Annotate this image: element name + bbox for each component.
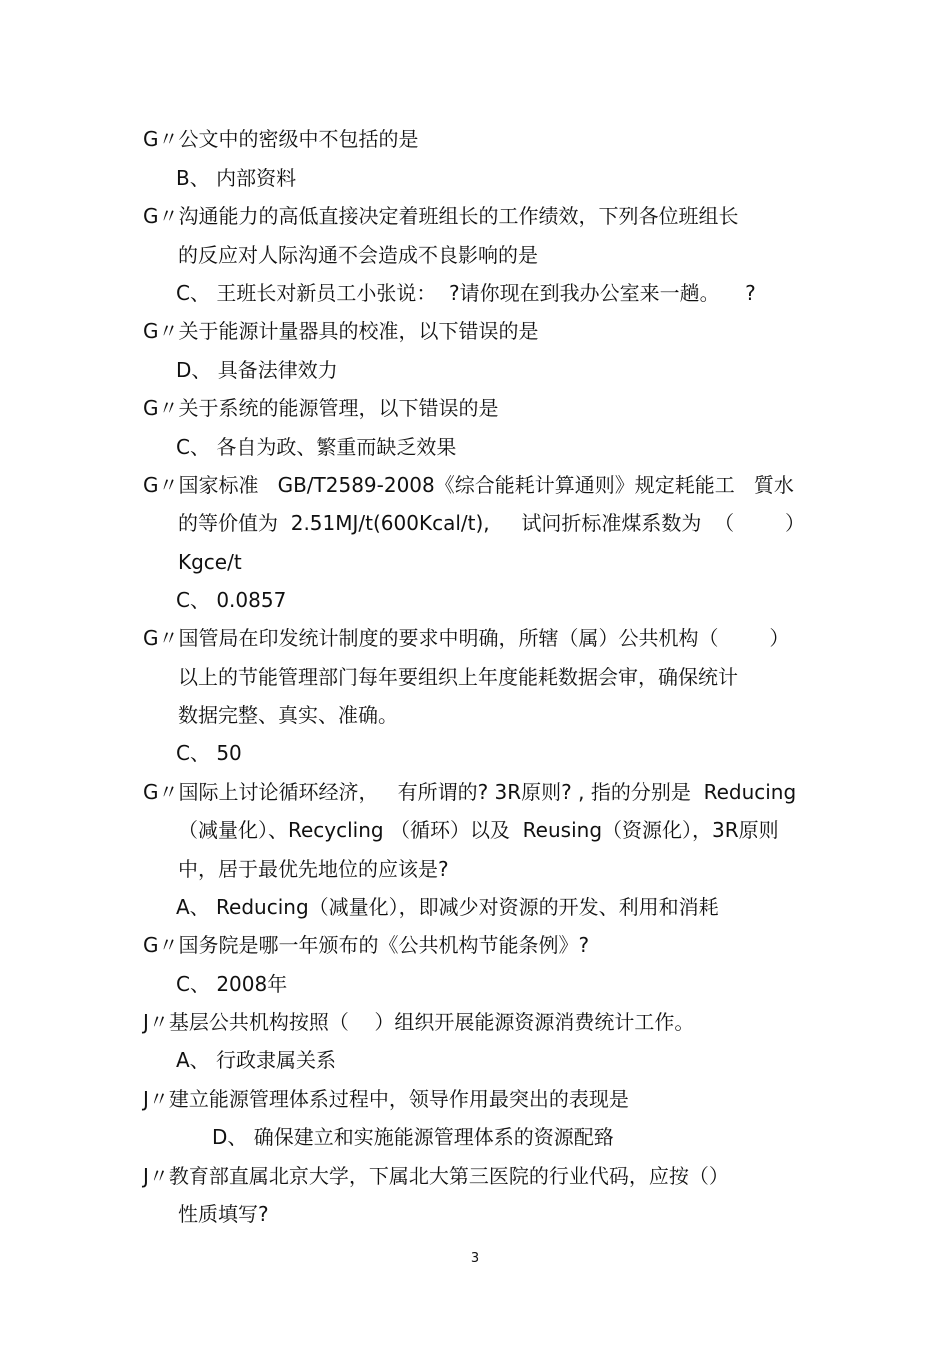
answer-line: A、 行政隶属关系	[176, 1048, 337, 1072]
question-line: G〃国管局在印发统计制度的要求中明确，所辖（属）公共机构（ ）	[143, 626, 790, 650]
answer-line: C、 50	[176, 741, 242, 765]
question-continuation: 的等价值为 2.51MJ/t(600Kcal/t), 试问折标准煤系数为 （ ）	[178, 511, 805, 535]
question-line: G〃国家标准 GB/T2589-2008《综合能耗计算通则》规定耗能工 質水	[143, 473, 794, 497]
question-line: G〃关于能源计量器具的校准，以下错误的是	[143, 319, 539, 343]
answer-line: B、 内部资料	[176, 166, 297, 190]
question-line: G〃公文中的密级中不包括的是	[143, 127, 419, 151]
question-line: J〃教育部直属北京大学，下属北大第三医院的行业代码，应按（）	[143, 1164, 729, 1188]
question-line: G〃关于系统的能源管理，以下错误的是	[143, 396, 499, 420]
answer-line: C、 0.0857	[176, 588, 287, 612]
question-continuation: （减量化）、Recycling （循环）以及 Reusing（资源化），3R原则	[178, 818, 779, 842]
question-line: J〃基层公共机构按照（ ）组织开展能源资源消费统计工作。	[143, 1010, 695, 1034]
page-number: 3	[470, 1251, 480, 1266]
question-continuation: 性质填写?	[178, 1202, 269, 1226]
question-continuation: 数据完整、真实、准确。	[178, 703, 398, 727]
question-continuation: 以上的节能管理部门每年要组织上年度能耗数据会审，确保统计	[178, 665, 738, 689]
answer-line: C、 各自为政、繁重而缺乏效果	[176, 435, 457, 459]
question-line: G〃国际上讨论循环经济， 有所谓的? 3R原则? , 指的分别是 Reducing	[143, 780, 797, 804]
answer-line: D、 确保建立和实施能源管理体系的资源配臵	[212, 1125, 614, 1149]
answer-line: A、 Reducing（减量化），即减少对资源的开发、利用和消耗	[176, 895, 719, 919]
question-continuation: Kgce/t	[178, 550, 242, 574]
question-line: J〃建立能源管理体系过程中，领导作用最突出的表现是	[143, 1087, 629, 1111]
question-continuation: 的反应对人际沟通不会造成不良影响的是	[178, 243, 538, 267]
question-continuation: 中，居于最优先地位的应该是?	[178, 857, 449, 881]
question-line: G〃国务院是哪一年颁布的《公共机构节能条例》?	[143, 933, 590, 957]
answer-line: D、 具备法律效力	[176, 358, 338, 382]
answer-line: C、 2008年	[176, 972, 288, 996]
answer-line: C、 王班长对新员工小张说： ?请你现在到我办公室来一趟。 ?	[176, 281, 756, 305]
question-line: G〃沟通能力的高低直接决定着班组长的工作绩效，下列各位班组长	[143, 204, 739, 228]
